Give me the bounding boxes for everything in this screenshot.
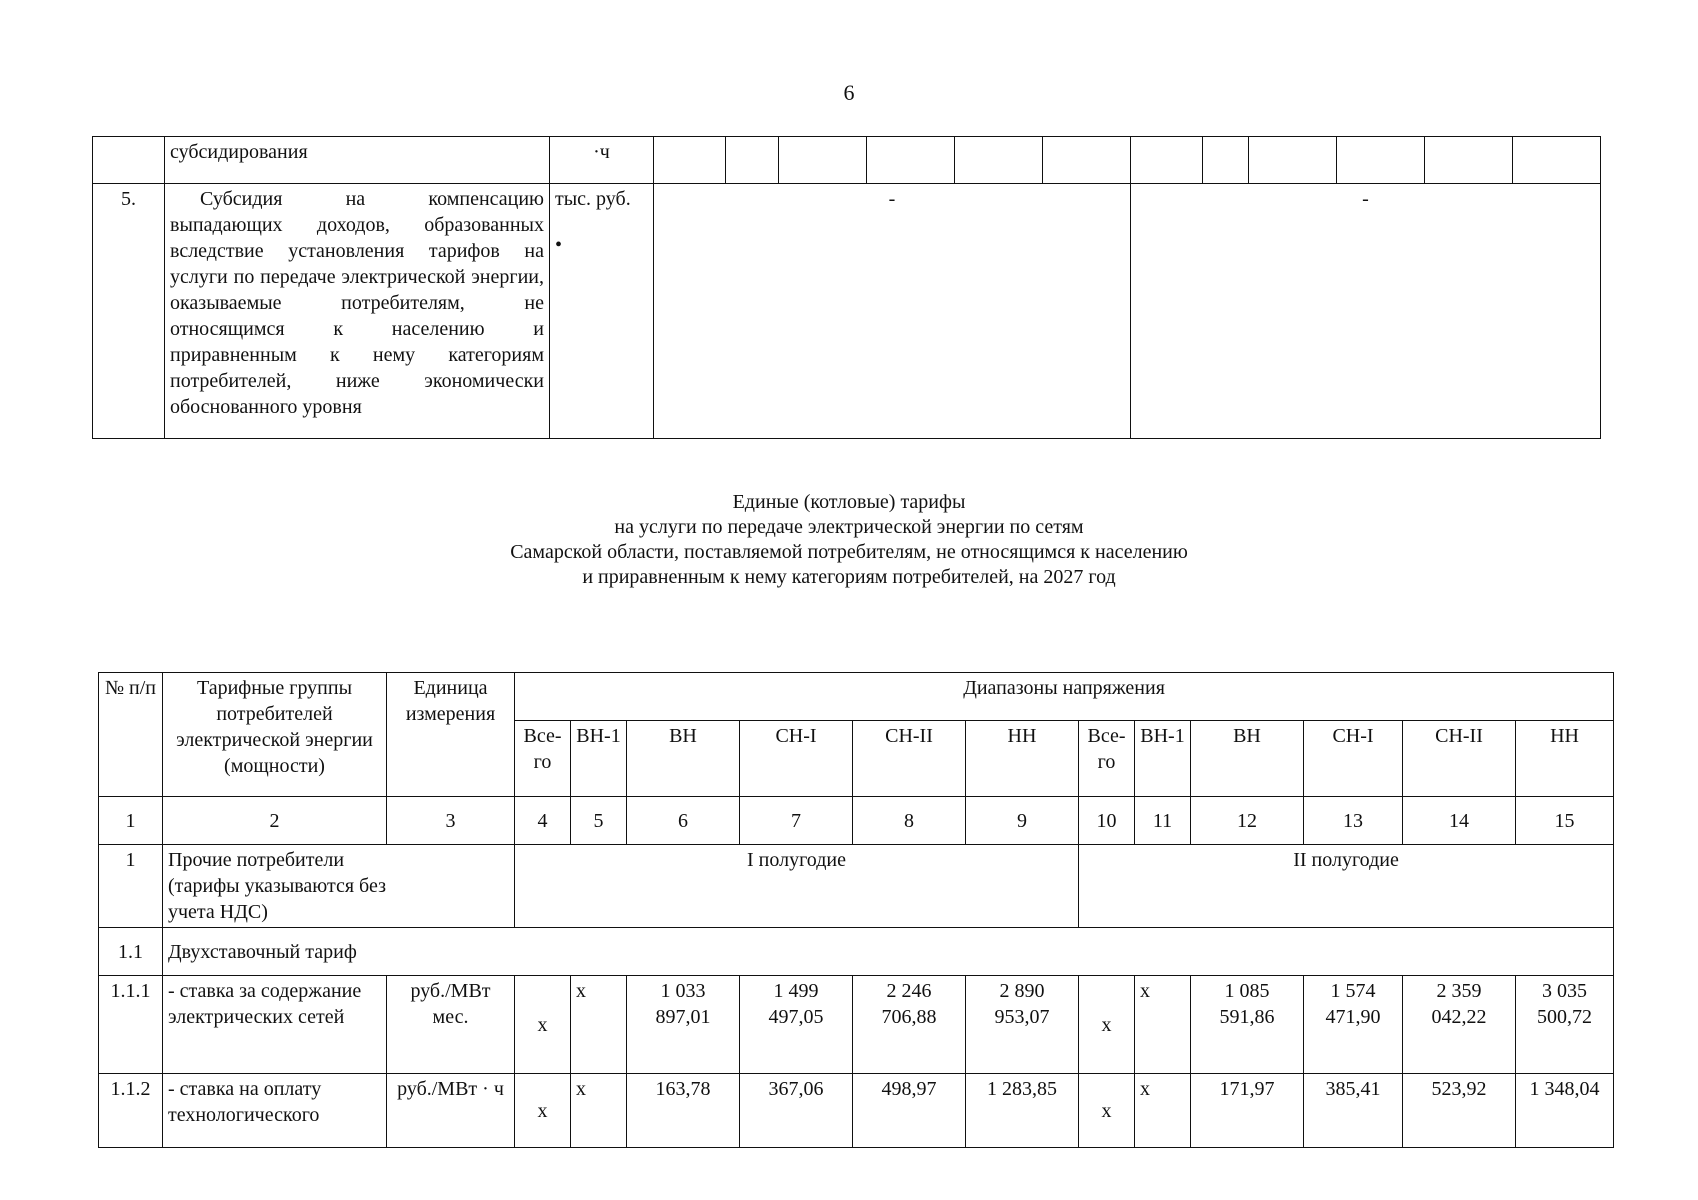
title-line: на услуги по передаче электрической энергии по сетям (614, 516, 1084, 538)
value-cell (726, 137, 779, 184)
value-cell: 1 033 897,01 (627, 976, 740, 1074)
unit-cell: руб./МВт мес. (387, 976, 515, 1074)
col-number: 4 (515, 797, 571, 845)
row-label: субсидирования (165, 137, 550, 184)
row-label: Двухставочный тариф (163, 928, 1614, 976)
value-cell: 498,97 (853, 1074, 966, 1148)
col-number: 15 (1516, 797, 1614, 845)
header-sub: Все-го (515, 721, 571, 797)
value-cell: 367,06 (740, 1074, 853, 1148)
value-cell: 523,92 (1403, 1074, 1516, 1148)
header-sub: НН (1516, 721, 1614, 797)
title-line: Самарской области, поставляемой потребителям, не относящимся к населению (510, 541, 1188, 563)
row-label: - ставка на оплату технологического (163, 1074, 387, 1148)
value-cell: 2 359 042,22 (1403, 976, 1516, 1074)
header-ranges: Диапазоны напряжения (515, 673, 1614, 721)
col-number: 3 (387, 797, 515, 845)
row-label: - ставка за содержание электрических сетей (163, 976, 387, 1074)
col-number: 12 (1191, 797, 1304, 845)
value-cell (1513, 137, 1601, 184)
value-cell: х (1079, 976, 1135, 1074)
value-cell: х (515, 1074, 571, 1148)
col-number: 9 (966, 797, 1079, 845)
value-cell (1425, 137, 1513, 184)
value-cell: х (1079, 1074, 1135, 1148)
value-cell (1337, 137, 1425, 184)
header-sub: СН-I (740, 721, 853, 797)
table-row (99, 976, 1614, 1074)
value-cell (654, 137, 726, 184)
value-cell (779, 137, 867, 184)
col-number: 8 (853, 797, 966, 845)
value-cell (1249, 137, 1337, 184)
value-cell: 2 890 953,07 (966, 976, 1079, 1074)
value-cell (955, 137, 1043, 184)
table-row (99, 1074, 1614, 1148)
header-sub: СН-II (1403, 721, 1516, 797)
value-half2: - (1131, 184, 1601, 439)
half-year-1: I полугодие (515, 845, 1079, 928)
value-cell: 2 246 706,88 (853, 976, 966, 1074)
value-half1: - (654, 184, 1131, 439)
value-cell: 1 348,04 (1516, 1074, 1614, 1148)
subsidy-table (92, 136, 1601, 439)
row-number: 1.1.2 (99, 1074, 163, 1148)
value-cell (1131, 137, 1203, 184)
table-row (93, 184, 1601, 439)
unit-cell (550, 184, 654, 439)
title-line: и приравненным к нему категориям потребителей, на 2027 год (582, 566, 1116, 588)
value-cell (1043, 137, 1131, 184)
col-number: 5 (571, 797, 627, 845)
value-cell (867, 137, 955, 184)
header-row (99, 673, 1614, 721)
value-cell: х (571, 976, 627, 1074)
unit-text: тыс. руб. (555, 188, 631, 210)
header-num: № п/п (99, 673, 163, 797)
half-year-2: II полугодие (1079, 845, 1614, 928)
value-cell: х (1135, 1074, 1191, 1148)
header-sub: ВН (1191, 721, 1304, 797)
value-cell: 1 085 591,86 (1191, 976, 1304, 1074)
row-number: 5. (93, 184, 165, 439)
value-cell: х (571, 1074, 627, 1148)
title-line: Единые (котловые) тарифы (732, 491, 966, 513)
col-number: 2 (163, 797, 387, 845)
tariff-table (98, 672, 1614, 1148)
value-cell: 1 499 497,05 (740, 976, 853, 1074)
header-sub: ВН (627, 721, 740, 797)
row-number-cell (93, 137, 165, 184)
header-unit: Единица измерения (387, 673, 515, 797)
header-sub: Все-го (1079, 721, 1135, 797)
row-number: 1.1.1 (99, 976, 163, 1074)
row-label: Субсидия на компенсацию выпадающих доходов, образованных вследствие установления тарифов на услуги по передаче электрической энергии, оказываемые потребителям, не относящимся к населению и приравненным к нему категориям потребителей, ниже экономически обоснованного уровня (165, 184, 550, 439)
col-number: 1 (99, 797, 163, 845)
col-number: 6 (627, 797, 740, 845)
document-title (0, 490, 1698, 590)
header-groups: Тарифные группы потребителей электрической энергии (мощности) (163, 673, 387, 797)
row-number: 1.1 (99, 928, 163, 976)
table-row (99, 928, 1614, 976)
value-cell: 3 035 500,72 (1516, 976, 1614, 1074)
value-cell: 171,97 (1191, 1074, 1304, 1148)
unit-cell: руб./МВт · ч (387, 1074, 515, 1148)
value-cell: х (515, 976, 571, 1074)
header-sub: СН-II (853, 721, 966, 797)
header-sub: СН-I (1304, 721, 1403, 797)
header-sub: ВН-1 (1135, 721, 1191, 797)
row-label: Прочие потребители (тарифы указываются без учета НДС) (163, 845, 515, 928)
col-number: 11 (1135, 797, 1191, 845)
value-cell (1203, 137, 1249, 184)
column-number-row (99, 797, 1614, 845)
header-sub: НН (966, 721, 1079, 797)
col-number: 14 (1403, 797, 1516, 845)
unit-mark: • (555, 234, 563, 256)
value-cell: х (1135, 976, 1191, 1074)
table-row (93, 137, 1601, 184)
value-cell: 1 574 471,90 (1304, 976, 1403, 1074)
value-cell: 1 283,85 (966, 1074, 1079, 1148)
table-row (99, 845, 1614, 928)
col-number: 10 (1079, 797, 1135, 845)
col-number: 13 (1304, 797, 1403, 845)
value-cell: 385,41 (1304, 1074, 1403, 1148)
row-number: 1 (99, 845, 163, 928)
col-number: 7 (740, 797, 853, 845)
page-number: 6 (843, 80, 855, 105)
value-cell: 163,78 (627, 1074, 740, 1148)
unit-cell: ·ч (550, 137, 654, 184)
header-sub: ВН-1 (571, 721, 627, 797)
